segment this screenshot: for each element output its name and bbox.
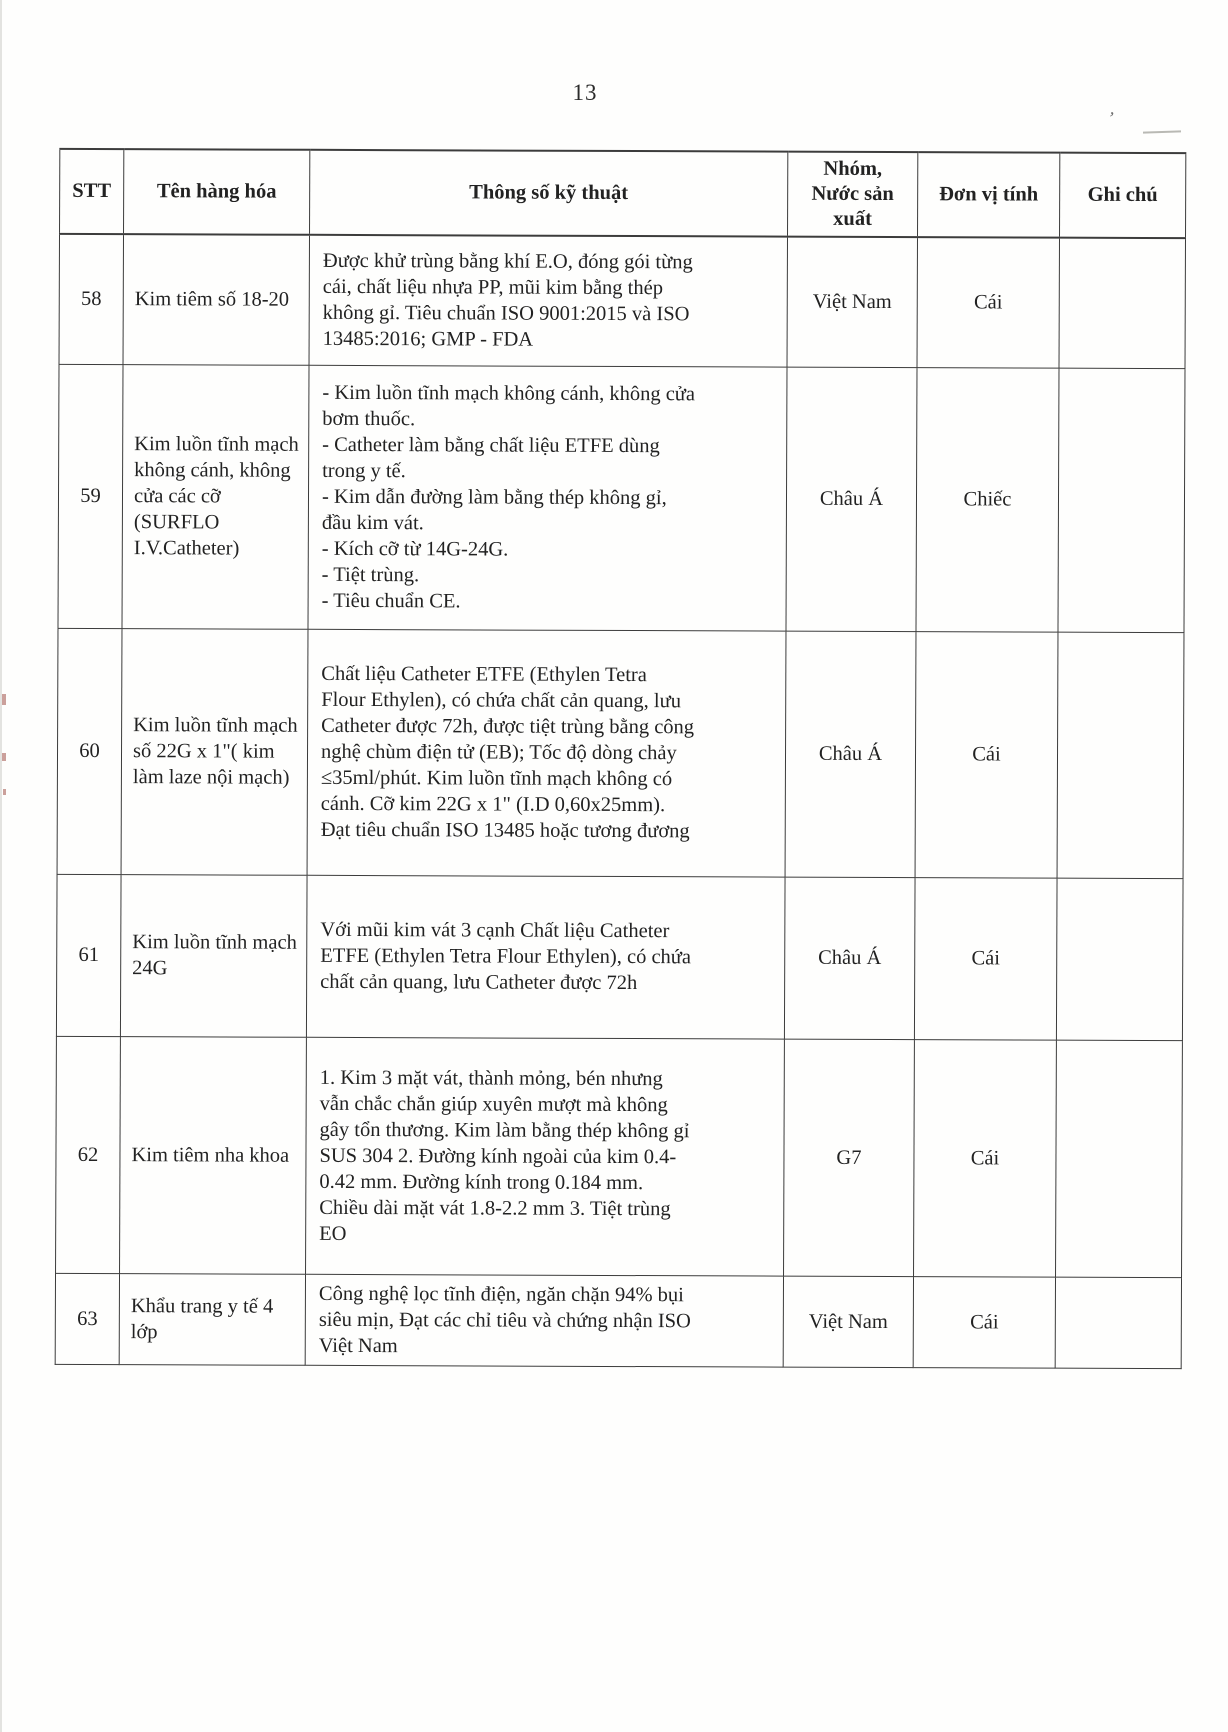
cell-note — [1055, 1277, 1181, 1368]
cell-unit: Chiếc — [916, 367, 1059, 632]
cell-note — [1057, 632, 1184, 878]
cell-unit: Cái — [915, 631, 1058, 878]
cell-group: Châu Á — [785, 631, 916, 877]
table-row — [56, 1036, 1183, 1277]
header-thong-so-ky-thuat: Thông số kỹ thuật — [310, 150, 788, 237]
cell-unit: Cái — [917, 237, 1059, 368]
cell-name: Kim luồn tĩnh mạch 24G — [120, 874, 307, 1037]
cell-spec: - Kim luồn tĩnh mạch không cánh, không cửa bơm thuốc. - Catheter làm bằng chất liệu ETFE dùng trong y tế. - Kim dẫn đường làm bằng thép không gỉ, đầu kim vát. - Kích cỡ từ 14G-24G. - Tiệt trùng. - Tiêu chuẩn CE. — [308, 365, 787, 631]
cell-name: Kim luồn tĩnh mạch số 22G x 1"( kim làm laze nội mạch) — [121, 628, 308, 875]
cell-unit: Cái — [914, 877, 1057, 1040]
cell-note — [1056, 1040, 1183, 1277]
scan-artifact-speck — [3, 789, 6, 795]
cell-note — [1059, 238, 1185, 368]
scan-edge-streak — [0, 0, 2, 1732]
cell-note — [1058, 368, 1185, 632]
scan-artifact-speck — [2, 694, 6, 705]
header-nhom-nuoc-san-xuat: Nhóm, Nước sản xuất — [788, 152, 918, 237]
cell-spec: 1. Kim 3 mặt vát, thành mỏng, bén nhưng vẫn chắc chắn giúp xuyên mượt mà không gây tổn thương. Kim làm bằng thép không gỉ SUS 304 2. Đường kính ngoài của kim 0.4- 0.42 mm. Đường kính trong 0.184 mm. Chiều dài mặt vát 1.8-2.2 mm 3. Tiệt trùng EO — [306, 1037, 785, 1276]
cell-spec: Với mũi kim vát 3 cạnh Chất liệu Catheter ETFE (Ethylen Tetra Flour Ethylen), có chứa chất cản quang, lưu Catheter được 72h — [306, 875, 785, 1039]
cell-name: Kim tiêm nha khoa — [120, 1036, 307, 1274]
table-row — [55, 1273, 1181, 1368]
cell-group: Việt Nam — [787, 237, 917, 367]
table-row — [56, 874, 1183, 1040]
scan-artifact-dash — [1143, 130, 1181, 133]
table-row — [57, 628, 1184, 878]
cell-stt: 61 — [56, 874, 121, 1036]
cell-name: Kim luồn tĩnh mạch không cánh, không cửa các cỡ (SURFLO I.V.Catheter) — [122, 364, 309, 629]
header-stt: STT — [60, 149, 124, 234]
cell-unit: Cái — [913, 1276, 1055, 1368]
cell-name: Khẩu trang y tế 4 lớp — [119, 1273, 305, 1365]
cell-group: Châu Á — [784, 877, 915, 1039]
cell-unit: Cái — [914, 1039, 1057, 1277]
cell-stt: 62 — [56, 1036, 121, 1273]
cell-spec: Công nghệ lọc tĩnh điện, ngăn chặn 94% bụi siêu mịn, Đạt các chỉ tiêu và chứng nhận ISO Việt Nam — [305, 1274, 783, 1367]
header-ten-hang-hoa: Tên hàng hóa — [124, 149, 310, 235]
table-row — [59, 234, 1185, 368]
page-number: 13 — [572, 80, 598, 105]
cell-group: G7 — [784, 1039, 915, 1276]
cell-stt: 58 — [59, 234, 123, 364]
cell-group: Châu Á — [786, 367, 917, 631]
cell-stt: 63 — [55, 1273, 119, 1364]
scan-artifact-speck — [2, 753, 6, 761]
header-ghi-chu: Ghi chú — [1060, 153, 1186, 238]
goods-spec-table — [55, 148, 1187, 1369]
cell-group: Việt Nam — [783, 1276, 913, 1367]
cell-spec: Được khử trùng bằng khí E.O, đóng gói từng cái, chất liệu nhựa PP, mũi kim bằng thép không gỉ. Tiêu chuẩn ISO 9001:2015 và ISO 13485:2016; GMP - FDA — [309, 235, 787, 367]
cell-stt: 59 — [58, 364, 123, 628]
cell-spec: Chất liệu Catheter ETFE (Ethylen Tetra Flour Ethylen), có chứa chất cản quang, lưu Catheter được 72h, được tiệt trùng bằng công nghệ chùm điện tử (EB); Tốc độ dòng chảy ≤35ml/phút. Kim luồn tĩnh mạch không có cánh. Cỡ kim 22G x 1" (I.D 0,60x25mm). Đạt tiêu chuẩn ISO 13485 hoặc tương đương — [307, 629, 786, 877]
scan-artifact-mark: ’ — [1106, 107, 1117, 129]
table-header-row — [60, 149, 1186, 238]
cell-stt: 60 — [57, 628, 122, 874]
cell-name: Kim tiêm số 18-20 — [123, 234, 309, 365]
table-row — [58, 364, 1185, 632]
cell-note — [1056, 878, 1183, 1040]
header-don-vi-tinh: Đơn vị tính — [918, 152, 1060, 238]
